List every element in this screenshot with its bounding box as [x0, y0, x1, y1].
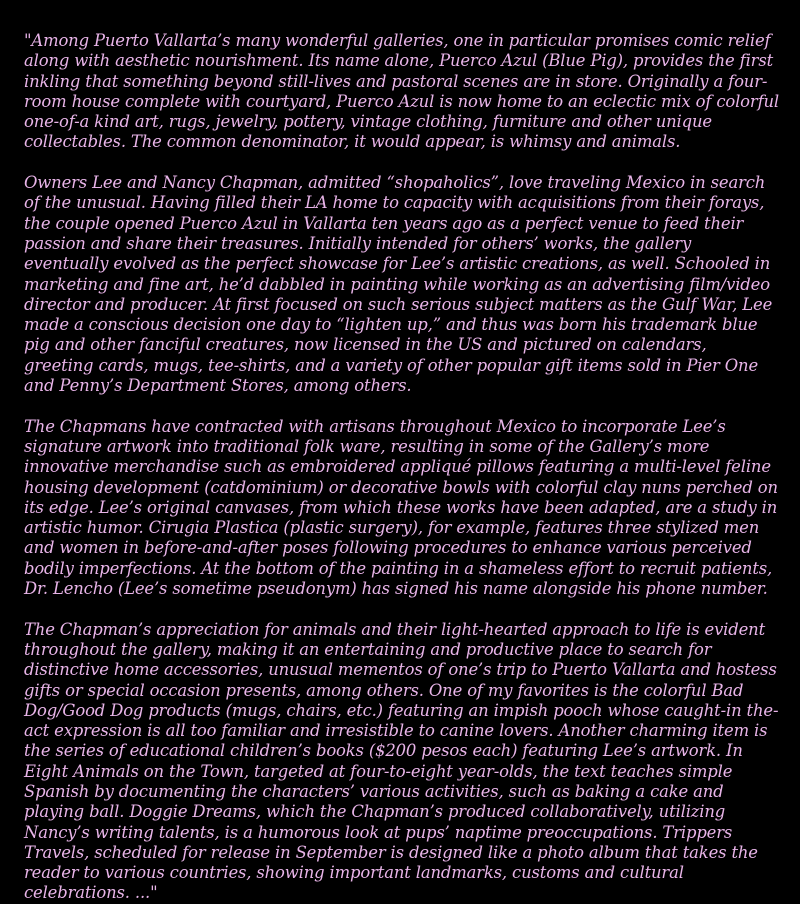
- paragraph-owners: Owners Lee and Nancy Chapman, admitted “shopaholics”, love traveling Mexico in search of the unusual. Having filled their LA home to capacity with acquisitions from their forays, the couple opened Puerco Azul in Vallarta ten years ago as a perfect venue to feed their passion and share their treasures. Initially intended for others’ works, the gallery eventually evolved as the perfect showcase for Lee’s artistic creations, as well. Schooled in marketing and fine art, he’d dabbled in painting while working as an advertising film/video director and producer. At first focused on such serious subject matters as the Gulf War, Lee made a conscious decision one day to “lighten up,” and thus was born his trademark blue pig and other fanciful creatures, now licensed in the US and pictured on calendars, greeting cards, mugs, tee-shirts, and a variety of other popular gift items sold in Pier One and Penny’s Department Stores, among others.: [24, 173, 773, 396]
- paragraph-intro: "Among Puerto Vallarta’s many wonderful galleries, one in particular promises comic relief along with aesthetic nourishment. Its name alone, Puerco Azul (Blue Pig), provides the first inkling that something beyond still-lives and pastoral scenes are in store. Originally a four-room house complete with courtyard, Puerco Azul is now home to an eclectic mix of colorful one-of-a kind art, rugs, jewelry, pottery, vintage clothing, furniture and other unique collectables. The common denominator, it would appear, is whimsy and animals.: [24, 31, 780, 152]
- paragraph-artisans: The Chapmans have contracted with artisans throughout Mexico to incorporate Lee’s signature artwork into traditional folk ware, resulting in some of the Gallery’s more innovative merchandise such as embroidered appliqué pillows featuring a multi-level feline housing development (catdominium) or decorative bowls with colorful clay nuns perched on its edge. Lee’s original canvases, from which these works have been adapted, are a study in artistic humor. Cirugia Plastica (plastic surgery), for example, features three stylized men and women in before-and-after poses following procedures to enhance various perceived bodily imperfections. At the bottom of the painting in a shameless effort to recruit patients, Dr. Lencho (Lee’s sometime pseudonym) has signed his name alongside his phone number.: [24, 416, 778, 599]
- paragraph-appreciation: The Chapman’s appreciation for animals and their light-hearted approach to life is evident throughout the gallery, making it an entertaining and productive place to search for distinctive home accessories, unusual mementos of one’s trip to Puerto Vallarta and hostess gifts or special occasion presents, among others. One of my favorites is the colorful Bad Dog/Good Dog products (mugs, chairs, etc.) featuring an impish pooch whose caught-in the-act expression is all too familiar and irresistible to canine lovers. Another charming item is the series of educational children’s books ($200 pesos each) featuring Lee’s artwork. In Eight Animals on the Town, targeted at four-to-eight year-olds, the text teaches simple Spanish by documenting the characters’ various activities, such as baking a cake and playing ball. Doggie Dreams, which the Chapman’s produced collaboratively, utilizing Nancy’s writing talents, is a humorous look at pups’ naptime preoccupations. Trippers Travels, scheduled for release in September is designed like a photo album that takes the reader to various countries, showing important landmarks, customs and cultural celebrations. ...": [24, 619, 779, 903]
